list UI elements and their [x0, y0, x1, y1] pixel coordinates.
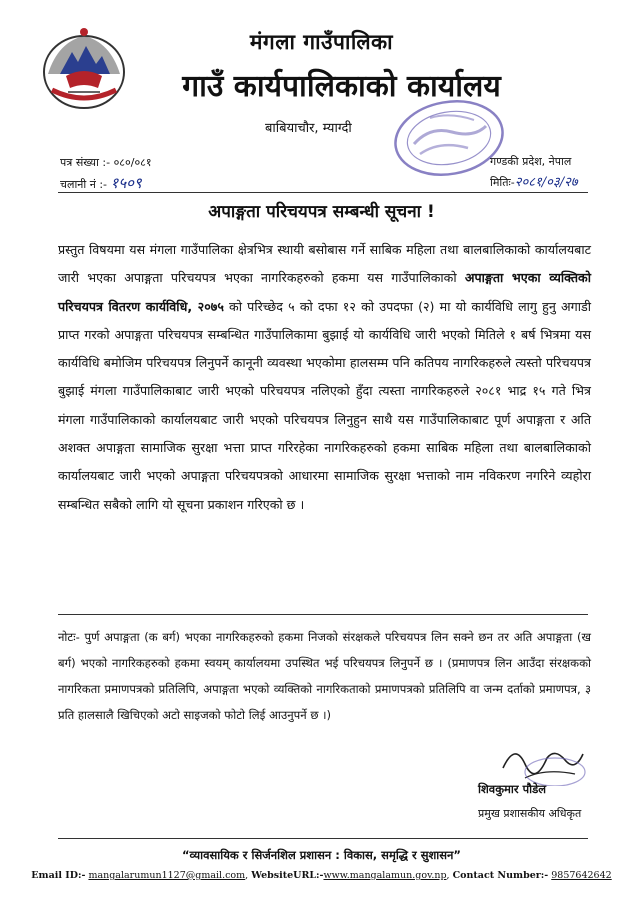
province-label: गण्डकी प्रदेश, नेपाल [490, 155, 572, 168]
signatory-name: शिवकुमार पौडेल [478, 782, 547, 796]
notice-body-part2: को परिच्छेद ५ को दफा १२ को उपदफा (२) मा यो कार्यविधि लागु हुनु अगाडी प्राप्त गरको अपाङ्गता परिचयपत्र सम्बन्धित गाउँपालिकामा बुझाई यो कार्यविधि जारी भएको मितिले १ बर्ष भित्रमा यस कार्यविधि बमोजिम परिचयपत्र लिनुपर्ने कानूनी व्यवस्था भएकोमा हालसम्म पनि कतिपय नागरिकहरुले त्यस्तो परिचयपत्र बुझाई मंगला गाउँपालिकाबाट जारी भएको परिचयपत्र नलिएको हुँदा त्यस्ता नागरिकहरुले २०८१ भाद्र १५ गते भित्र मंगला गाउँपालिकाको कार्यालयबाट जारी भएको परिचयपत्र लिनुहुन साथै यस गाउँपालिकाबाट पूर्ण अपाङ्गता र अति अशक्त अपाङ्गता सामाजिक सुरक्षा भत्ता प्राप्त गरिरहेका नागरिकहरुको हकमा साबिक महिला तथा बालबालिकाको कार्यालयबाट जारी भएको अपाङ्गता परिचयपत्रको आधारमा सामाजिक सुरक्षा भत्ताको नाम नविकरण नगरिने व्यहोरा सम्बन्धित सबैको लागि यो सूचना प्रकाशन गरिएको छ । [58, 298, 592, 512]
website-link[interactable]: www.mangalamun.gov.np [323, 870, 447, 881]
dispatch-label: चलानी नं :- [60, 178, 108, 191]
note-divider [58, 614, 588, 615]
website-label: WebsiteURL:- [251, 870, 324, 881]
contact-number[interactable]: 9857642642 [551, 870, 612, 881]
notice-body-part1: प्रस्तुत विषयमा यस मंगला गाउँपालिका क्षेत्रभित्र स्थायी बसोबास गर्ने साबिक महिला तथा बालबालिकाको कार्यालयबाट जारी भएका अपाङ्गता परिचयपत्र भएका नागरिकहरुको हकमा यस गाउँपालिकाको [58, 242, 591, 286]
email-label: Email ID:- [31, 870, 86, 881]
notice-body-bold: अपाङ्गता भएका व्यक्तिको परिचयपत्र वितरण कार्यविधि, २०७५ [58, 270, 591, 314]
org-name: मंगला गाउँपालिका [249, 30, 394, 54]
office-slogan: “व्यावसायिक र सिर्जनशिल प्रशासन : विकास, समृद्धि र सुशासन” [182, 848, 461, 862]
signatory-title: प्रमुख प्रशासकीय अधिकृत [478, 807, 582, 820]
footer-divider [58, 838, 588, 839]
reference-number: पत्र संख्या :- ०८०/०८१ [60, 156, 152, 169]
letter-date [490, 172, 578, 190]
contact-footer: Email ID:- mangalarumun1127@gmail.com, WebsiteURL:-www.mangalamun.gov.np, Contact Number:- 9857642642 [31, 870, 612, 881]
office-name: गाउँ कार्यपालिकाको कार्यालय [182, 69, 501, 104]
signature-icon [495, 738, 587, 786]
date-value: २०८१/०३/२७ [514, 175, 578, 190]
office-address: बाबियाचौर, म्याग्दी [265, 121, 352, 136]
email-link[interactable]: mangalarumun1127@gmail.com [88, 870, 246, 881]
header-divider [58, 192, 588, 193]
date-label: मितिः- [490, 176, 515, 189]
notice-title: अपाङ्गता परिचयपत्र सम्बन्धी सूचना ! [208, 202, 435, 222]
contact-label: Contact Number:- [452, 870, 549, 881]
notice-note: नोटः- पुर्ण अपाङ्गता (क बर्ग) भएका नागरिकहरुको हकमा निजको संरक्षकले परिचयपत्र लिन सक्ने छन तर अति अपाङ्गता (ख बर्ग) भएको नागरिकहरुको हकमा स्वयम् कार्यालयमा उपस्थित भई परिचयपत्र लिनुपर्ने छ । (प्रमाणपत्र लिन आउँदा संरक्षकको नागरिकता प्रमाणपत्रको प्रतिलिपि, अपाङ्गता भएको व्यक्तिको नागरिकताको प्रमाणपत्रको प्रतिलिपि वा जन्म दर्ताको प्रमाणपत्र, ३ प्रति हालसालै खिचिएको अटो साइजको फोटो लिई आउनुपर्ने छ ।) [58, 630, 591, 722]
dispatch-value: १५०९ [110, 174, 142, 192]
notice-body [58, 236, 591, 519]
dispatch-number [60, 173, 142, 193]
